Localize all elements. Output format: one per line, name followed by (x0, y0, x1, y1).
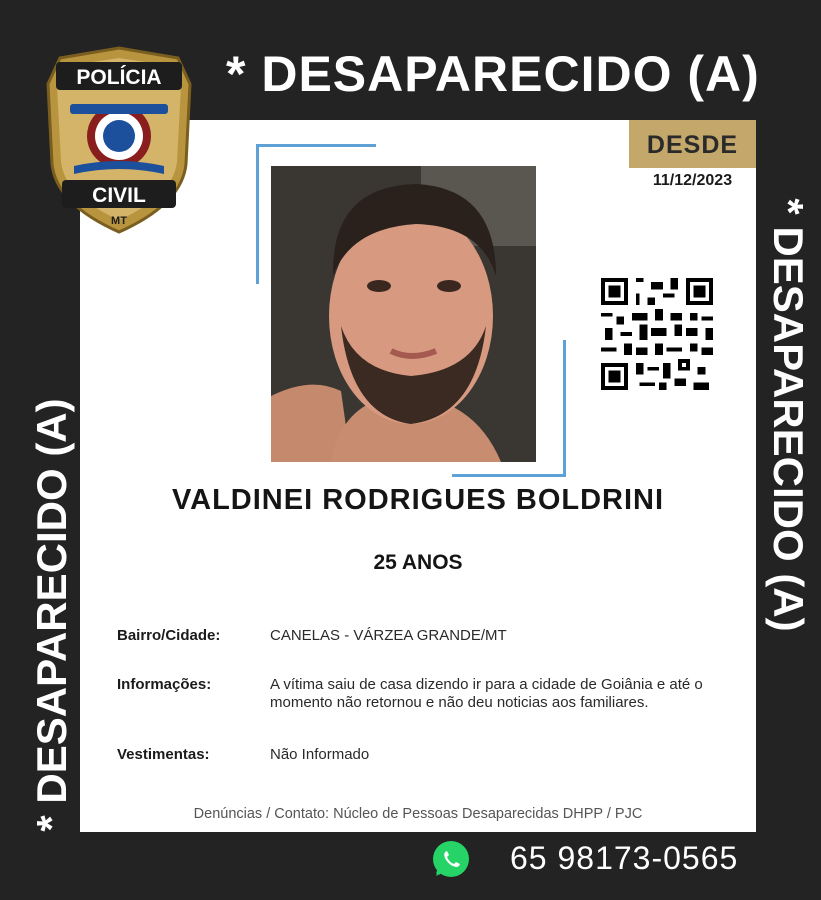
qr-code[interactable] (601, 278, 713, 390)
side-title-right: * DESAPARECIDO (A) (765, 198, 812, 632)
whatsapp-icon[interactable] (430, 838, 472, 880)
poster-title: * DESAPARECIDO (A) (226, 46, 760, 102)
corner-line-top-h (256, 144, 376, 147)
badge-top-text: POLÍCIA (76, 66, 162, 89)
phone-number[interactable]: 65 98173-0565 (510, 840, 739, 876)
label-informacoes: Informações: (117, 676, 212, 693)
badge-bottom-text: CIVIL (92, 184, 146, 207)
value-vestimentas: Não Informado (270, 746, 370, 763)
person-age: 25 ANOS (373, 551, 463, 574)
corner-line-bottom-v (563, 340, 566, 477)
value-informacoes: A vítima saiu de casa dizendo ir para a cidade de Goiânia e até o momento não retornou e não deu noticias aos familiares. (270, 676, 703, 711)
desde-label: DESDE (629, 120, 756, 168)
contact-text: Denúncias / Contato: Núcleo de Pessoas Desaparecidas DHPP / PJC (193, 806, 643, 822)
badge-state-text: MT (111, 215, 127, 227)
label-bairro-cidade: Bairro/Cidade: (117, 627, 221, 644)
missing-since-date: 11/12/2023 (652, 172, 733, 189)
side-title-left: * DESAPARECIDO (A) (28, 398, 75, 832)
person-name: VALDINEI RODRIGUES BOLDRINI (171, 484, 665, 516)
missing-person-photo (271, 166, 536, 462)
label-vestimentas: Vestimentas: (117, 746, 210, 763)
corner-line-bottom-h (452, 474, 566, 477)
policia-civil-badge (44, 44, 194, 236)
value-bairro-cidade: CANELAS - VÁRZEA GRANDE/MT (270, 627, 507, 644)
corner-line-top-v (256, 144, 259, 284)
